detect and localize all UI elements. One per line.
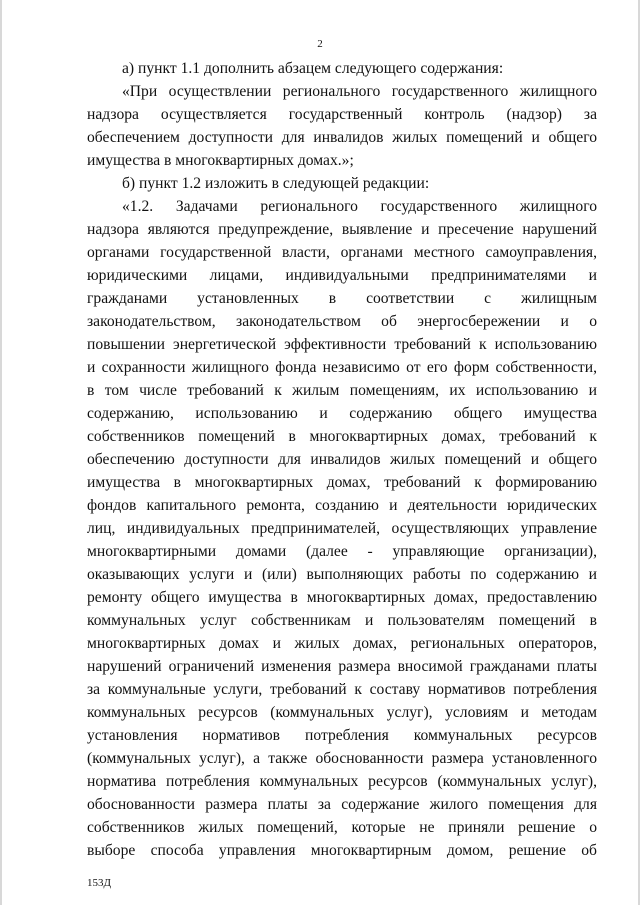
- text-line: надзора осуществляется государственный контроль (надзор) за: [87, 106, 597, 123]
- text-line: выборе способа управления многоквартирным домом, решение об: [87, 842, 597, 859]
- text-line: обоснованности размера платы за содержание жилого помещения для: [87, 796, 597, 813]
- text-line: обеспечению доступности для инвалидов жилых помещений и общего: [87, 451, 597, 468]
- text-line: норматива потребления коммунальных ресурсов (коммунальных услуг),: [87, 773, 597, 790]
- text-line: коммунальных ресурсов (коммунальных услуг), условиям и методам: [87, 704, 597, 721]
- text-line: лиц, индивидуальных предпринимателей, осуществляющих управление: [87, 520, 597, 537]
- text-line: и сохранности жилищного фонда независимо от его форм собственности,: [87, 359, 597, 376]
- text-line: многоквартирными домами (далее - управляющие организации),: [87, 543, 597, 560]
- text-line: а) пункт 1.1 дополнить абзацем следующего содержания:: [122, 60, 504, 77]
- footer-code: 153Д: [87, 877, 112, 889]
- text-line: собственников жилых помещений, которые не приняли решение о: [87, 819, 597, 836]
- text-line: юридическими лицами, индивидуальными предпринимателями и: [87, 267, 597, 284]
- page-number: 2: [317, 38, 323, 50]
- text-line: обеспечением доступности для инвалидов жилых помещений и общего: [87, 129, 597, 146]
- text-line: оказывающих услуги и (или) выполняющих работы по содержанию и: [87, 566, 597, 583]
- text-line: установления нормативов потребления коммунальных ресурсов: [87, 727, 597, 744]
- text-line: «1.2. Задачами регионального государственного жилищного: [122, 198, 597, 215]
- text-line: за коммунальные услуги, требований к составу нормативов потребления: [87, 681, 597, 698]
- text-line: надзора являются предупреждение, выявление и пресечение нарушений: [87, 221, 597, 238]
- text-line: гражданами установленных в соответствии с жилищным: [87, 290, 597, 307]
- text-line: повышении энергетической эффективности требований к использованию: [87, 336, 597, 353]
- text-line: (коммунальных услуг), а также обоснованности размера установленного: [87, 750, 597, 767]
- text-line: нарушений ограничений изменения размера вносимой гражданами платы: [87, 658, 597, 675]
- text-line: собственников помещений в многоквартирных домах, требований к: [87, 428, 597, 445]
- text-line: «При осуществлении регионального государственного жилищного: [122, 83, 597, 100]
- text-line: многоквартирных домах и жилых домах, региональных операторов,: [87, 635, 597, 652]
- text-line: коммунальных услуг собственникам и пользователям помещений в: [87, 612, 597, 629]
- text-line: в том числе требований к жилым помещениям, их использованию и: [87, 382, 597, 399]
- text-line: содержанию, использованию и содержанию общего имущества: [87, 405, 597, 422]
- page-edge-left: [0, 0, 2, 905]
- text-line: фондов капитального ремонта, созданию и деятельности юридических: [87, 497, 597, 514]
- text-line: законодательством, законодательством об энергосбережении и о: [87, 313, 597, 330]
- text-line: б) пункт 1.2 изложить в следующей редакции:: [122, 175, 430, 192]
- text-line: органами государственной власти, органами местного самоуправления,: [87, 244, 597, 261]
- text-line: имущества в многоквартирных домах, требований к формированию: [87, 474, 597, 491]
- text-line: ремонту общего имущества в многоквартирных домах, предоставлению: [87, 589, 597, 606]
- document-body: [87, 57, 597, 862]
- text-line: имущества в многоквартирных домах.»;: [87, 152, 354, 169]
